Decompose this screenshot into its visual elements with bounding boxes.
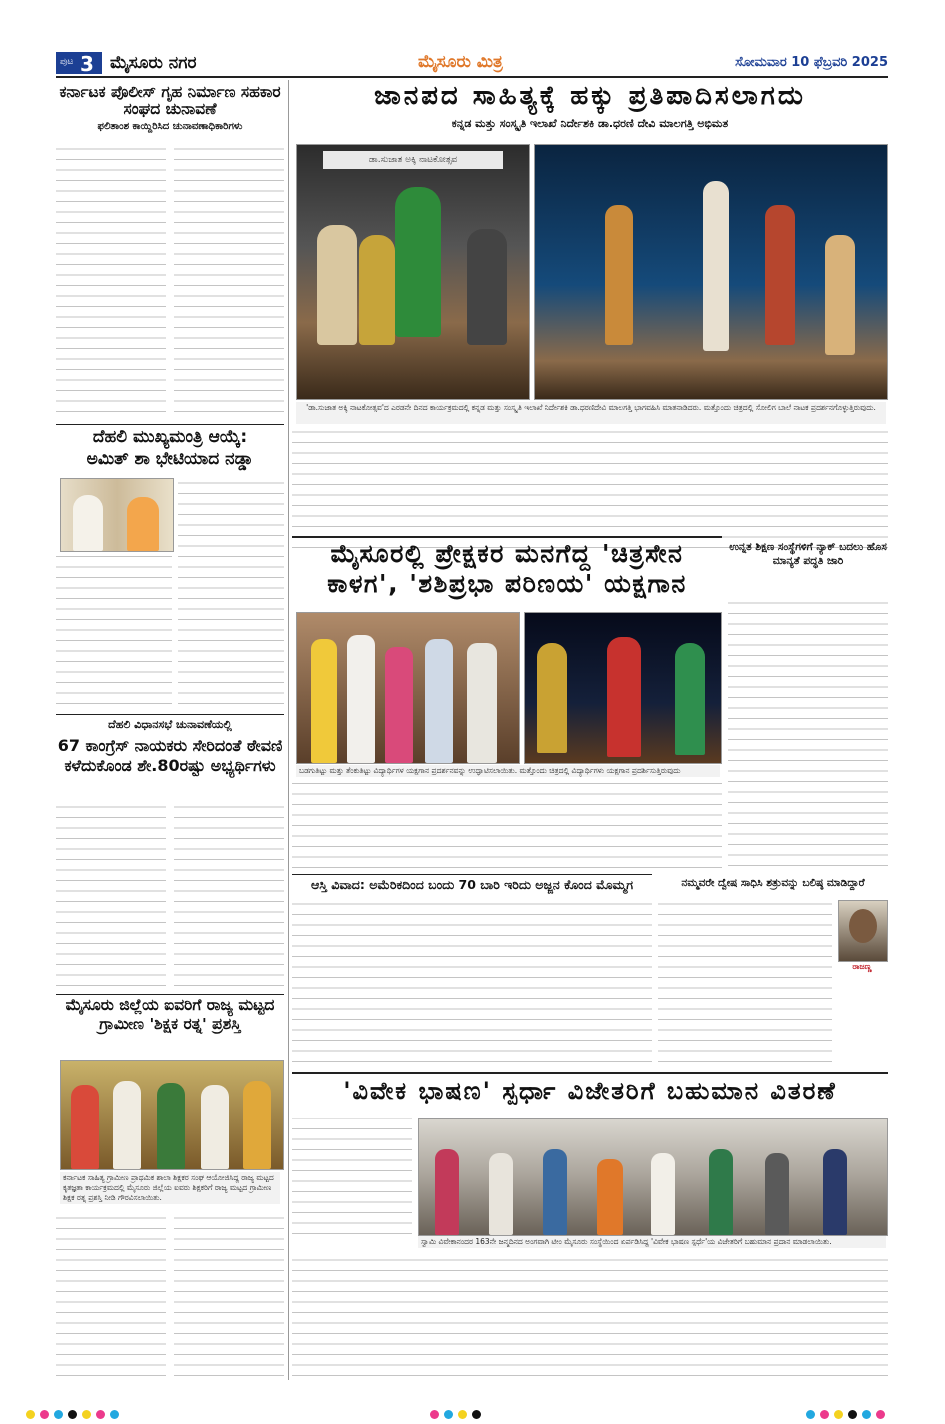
section-divider: [56, 994, 284, 995]
masthead: [56, 52, 888, 74]
masthead-rule: [56, 76, 888, 78]
guest-figure: [385, 647, 413, 763]
story-kicker: ದೆಹಲಿ ವಿಧಾನಸಭೆ ಚುನಾವಣೆಯಲ್ಲಿ: [108, 718, 232, 731]
story-headline: ಅಮಿತ್ ಶಾ ಭೇಟಿಯಾದ ನಡ್ಡಾ: [86, 448, 254, 469]
photo-caption: ಕರ್ನಾಟಕ ಸಾಹಿತ್ಯ ಗ್ರಾಮೀಣ ಪ್ರಾಥಮಿಕ ಶಾಲಾ ಶಿಕ್ಷಕರ ಸಂಘ ಆಯೋಜಿಸಿದ್ದ ರಾಜ್ಯ ಮಟ್ಟದ ಕೃತಜ್ಞತಾ ಕಾರ್ಯಕ್ರಮದಲ್ಲಿ ಮೈಸೂರು ಜಿಲ್ಲೆಯ ಐವರು ಶಿಕ್ಷಕರಿಗೆ ರಾಜ್ಯ ಮಟ್ಟದ ಗ್ರಾಮೀಣ ಶಿಕ್ಷಕ ರತ್ನ ಪ್ರಶಸ್ತಿ ನೀಡಿ ಗೌರವಿಸಲಾಯಿತು.: [60, 1172, 280, 1204]
participant-figure: [489, 1153, 513, 1235]
story-folk-literature: [292, 80, 888, 554]
story-body: [292, 1252, 888, 1376]
section-divider: [56, 424, 284, 425]
story-subhead: ಕನ್ನಡ ಮತ್ತು ಸಂಸ್ಕೃತಿ ಇಲಾಖೆ ನಿರ್ದೇಶಕಿ ಡಾ.ಧರಣಿ ದೇವಿ ಮಾಲಗತ್ತಿ ಅಭಿಮತ: [451, 116, 729, 130]
section-divider: [292, 1072, 888, 1074]
guest-figure: [317, 225, 357, 345]
awardee-figure: [157, 1083, 185, 1169]
page-label: ಪುಟ: [60, 57, 74, 67]
awardee-figure: [113, 1081, 141, 1169]
story-headline: ಮೈಸೂರು ಜಿಲ್ಲೆಯ ಐವರಿಗೆ ರಾಜ್ಯ ಮಟ್ಟದ ಗ್ರಾಮೀಣ 'ಶಿಕ್ಷಕ ರತ್ನ' ಪ್ರಶಸ್ತಿ: [65, 996, 275, 1034]
award-ceremony-photo: [60, 1060, 284, 1170]
leaders-photo: [60, 478, 174, 552]
play-performance-photo: [534, 144, 888, 400]
registration-dot: [848, 1410, 857, 1419]
story-headline: ಮೈಸೂರಲ್ಲಿ ಪ್ರೇಕ್ಷಕರ ಮನಗೆದ್ದ 'ಚಿತ್ರಸೇನ: [330, 539, 684, 568]
story-police-housing: [56, 84, 284, 418]
story-body: [728, 594, 888, 866]
story-body: [56, 556, 172, 704]
event-stage-photo: [296, 144, 530, 400]
section-divider: [292, 536, 722, 538]
awardee-figure: [243, 1081, 271, 1169]
story-headline: 67 ಕಾಂಗ್ರೆಸ್ ನಾಯಕರು ಸೇರಿದಂತೆ ಠೇವಣಿ ಕಳೆದುಕೊಂಡ ಶೇ.80ರಷ್ಟು ಅಭ್ಯರ್ಥಿಗಳು: [57, 736, 283, 775]
story-delhi-election: [56, 718, 284, 990]
face: [849, 909, 877, 943]
registration-dot: [96, 1410, 105, 1419]
photo-caption: 'ಡಾ.ಸುಜಾತ ಅಕ್ಕಿ ನಾಟಕೋತ್ಸವ'ದ ಎರಡನೇ ದಿನದ ಕಾರ್ಯಕ್ರಮದಲ್ಲಿ ಕನ್ನಡ ಮತ್ತು ಸಂಸ್ಕೃತಿ ಇಲಾಖೆ ನಿರ್ದೇಶಕಿ ಡಾ.ಧರಣಿದೇವಿ ಮಾಲಗತ್ತಿ ಭಾಗವಹಿಸಿ ಮಾತನಾಡಿದರು. ಮತ್ತೊಂದು ಚಿತ್ರದಲ್ಲಿ ಸೋಲಿಗ ಬಾಲೆ ನಾಟಕ ಪ್ರದರ್ಶನಗೊಳ್ಳುತ್ತಿರುವುದು.: [296, 402, 886, 424]
event-banner: ಡಾ.ಸುಜಾತ ಅಕ್ಕಿ ನಾಟಕೋತ್ಸವ: [323, 151, 503, 169]
story-body: [658, 900, 832, 1062]
registration-dot: [430, 1410, 439, 1419]
guest-figure: [359, 235, 395, 345]
story-body: [174, 142, 284, 412]
column-rule: [288, 80, 289, 1380]
guest-figure: [347, 635, 375, 763]
inauguration-photo: [296, 612, 520, 764]
participant-figure: [765, 1153, 789, 1235]
story-body: [292, 782, 722, 868]
story-body: [174, 800, 284, 986]
performer-figure: [537, 643, 567, 753]
story-subhead: ಫಲಿತಾಂಶ ಕಾಯ್ದಿರಿಸಿದ ಚುನಾವಣಾಧಿಕಾರಿಗಳು: [97, 121, 243, 133]
story-body: [178, 478, 284, 704]
guest-figure: [425, 639, 453, 763]
registration-dot: [876, 1410, 885, 1419]
story-higher-education: [728, 540, 888, 870]
registration-dot: [862, 1410, 871, 1419]
guest-figure: [311, 639, 337, 763]
winners-group-photo: [418, 1118, 888, 1236]
story-yakshagana: [292, 540, 722, 870]
participant-figure: [709, 1149, 733, 1235]
yakshagana-performance-photo: [524, 612, 722, 764]
actor-figure: [825, 235, 855, 355]
guest-figure: [467, 643, 497, 763]
story-body: [292, 1118, 412, 1234]
story-speech-contest: [292, 1078, 888, 1378]
performer-figure: [675, 643, 705, 755]
registration-marks-left: [26, 1404, 146, 1416]
story-headline: 'ವಿವೇಕ ಭಾಷಣ' ಸ್ಪರ್ಧಾ ವಿಜೇತರಿಗೆ ಬಹುಮಾನ ವಿತರಣೆ: [343, 1077, 837, 1105]
registration-dot: [806, 1410, 815, 1419]
story-headline: ಕರ್ನಾಟಕ ಪೊಲೀಸ್ ಗೃಹ ನಿರ್ಮಾಣ ಸಹಕಾರ ಸಂಘದ ಚುನಾವಣೆ: [59, 83, 281, 119]
awardee-figure: [71, 1085, 99, 1169]
story-headline: ಆಸ್ತಿ ವಿವಾದ: ಅಮೆರಿಕದಿಂದ ಬಂದು 70 ಬಾರಿ ಇರಿದು ಅಜ್ಜನ ಕೊಂದ ಮೊಮ್ಮಗ: [311, 877, 633, 892]
registration-marks-right: [806, 1404, 926, 1416]
actor-figure: [703, 181, 729, 351]
story-body: [56, 142, 166, 412]
guest-figure: [467, 229, 507, 345]
photo-name: ರಾಜಣ್ಣ: [852, 962, 872, 971]
registration-dot: [444, 1410, 453, 1419]
section-divider: [56, 714, 284, 715]
story-body: [292, 900, 652, 1062]
paper-name: ಮೈಸೂರು ಮಿತ್ರ: [418, 52, 503, 72]
registration-dot: [110, 1410, 119, 1419]
photo-caption: ಬಡಗುತಿಟ್ಟು ಮತ್ತು ತೆಂಕುತಿಟ್ಟು ವಿದ್ಯಾರ್ಥಿಗಳ ಯಕ್ಷಗಾನ ಪ್ರದರ್ಶನವನ್ನು ಉದ್ಘಾಟಿಸಲಾಯಿತು. ಮತ್ತೊಂದು ಚಿತ್ರದಲ್ಲಿ ವಿದ್ಯಾರ್ಥಿಗಳು ಯಕ್ಷಗಾನ ಪ್ರದರ್ಶಿಸುತ್ತಿರುವುದು: [296, 765, 720, 777]
politician-photo: [838, 900, 888, 962]
story-rival: [658, 878, 888, 1066]
registration-dot: [40, 1410, 49, 1419]
story-headline: ನಮ್ಮವರೇ ದ್ವೇಷ ಸಾಧಿಸಿ ಶತ್ರುವನ್ನು ಬಲಿಷ್ಠ ಮಾಡಿದ್ದಾರೆ: [681, 877, 865, 889]
story-delhi-cm: [56, 428, 284, 710]
participant-figure: [543, 1149, 567, 1235]
page-label-box: [56, 52, 102, 74]
leader-figure: [73, 495, 103, 551]
registration-dot: [834, 1410, 843, 1419]
registration-dot: [68, 1410, 77, 1419]
actor-figure: [765, 205, 795, 345]
participant-figure: [435, 1149, 459, 1235]
registration-marks-center: [430, 1404, 520, 1416]
registration-dot: [458, 1410, 467, 1419]
registration-dot: [472, 1410, 481, 1419]
performer-figure: [607, 637, 641, 757]
story-property-dispute: [292, 878, 652, 1066]
story-body: [174, 1210, 284, 1376]
awardee-figure: [201, 1085, 229, 1169]
registration-dot: [82, 1410, 91, 1419]
story-body: [56, 800, 166, 986]
story-body: [56, 1210, 166, 1376]
registration-dot: [54, 1410, 63, 1419]
participant-figure: [651, 1153, 675, 1235]
story-headline: ದೆಹಲಿ ಮುಖ್ಯಮಂತ್ರಿ ಆಯ್ಕೆ:: [92, 427, 248, 447]
participant-figure: [823, 1149, 847, 1235]
section-title: ಮೈಸೂರು ನಗರ: [110, 53, 197, 73]
participant-figure: [597, 1159, 623, 1235]
registration-dot: [26, 1410, 35, 1419]
issue-date: ಸೋಮವಾರ 10 ಫೆಬ್ರವರಿ 2025: [735, 55, 888, 70]
photo-caption: ಸ್ವಾಮಿ ವಿವೇಕಾನಂದರ 163ನೇ ಜನ್ಮದಿನದ ಅಂಗವಾಗಿ ಟೀಂ ಮೈಸೂರು ಸಂಸ್ಥೆಯಿಂದ ಏರ್ಪಡಿಸಿದ್ದ 'ವಿವೇಕ ಭಾಷಣ ಸ್ಪರ್ಧೆ'ಯ ವಿಜೇತರಿಗೆ ಬಹುಮಾನ ಪ್ರದಾನ ಮಾಡಲಾಯಿತು.: [418, 1236, 886, 1248]
actor-figure: [605, 205, 633, 345]
story-headline: ಕಾಳಗ', 'ಶಶಿಪ್ರಭಾ ಪರಿಣಯ' ಯಕ್ಷಗಾನ: [327, 568, 687, 598]
speaker-figure: [395, 187, 441, 337]
story-teacher-award: [56, 996, 284, 1380]
registration-dot: [820, 1410, 829, 1419]
story-headline: ಜಾನಪದ ಸಾಹಿತ್ಯಕ್ಕೆ ಹಕ್ಕು ಪ್ರತಿಪಾದಿಸಲಾಗದು: [374, 81, 806, 111]
page-number: 3: [80, 52, 94, 76]
story-body: [292, 428, 888, 548]
section-divider: [292, 874, 652, 875]
story-headline: ಉನ್ನತ ಶಿಕ್ಷಣ ಸಂಸ್ಥೆಗಳಿಗೆ ನ್ಯಾಕ್ ಬದಲು ಹೊಸ ಮಾನ್ಯತೆ ಪದ್ಧತಿ ಜಾರಿ: [729, 541, 887, 568]
leader-figure: [127, 497, 159, 551]
